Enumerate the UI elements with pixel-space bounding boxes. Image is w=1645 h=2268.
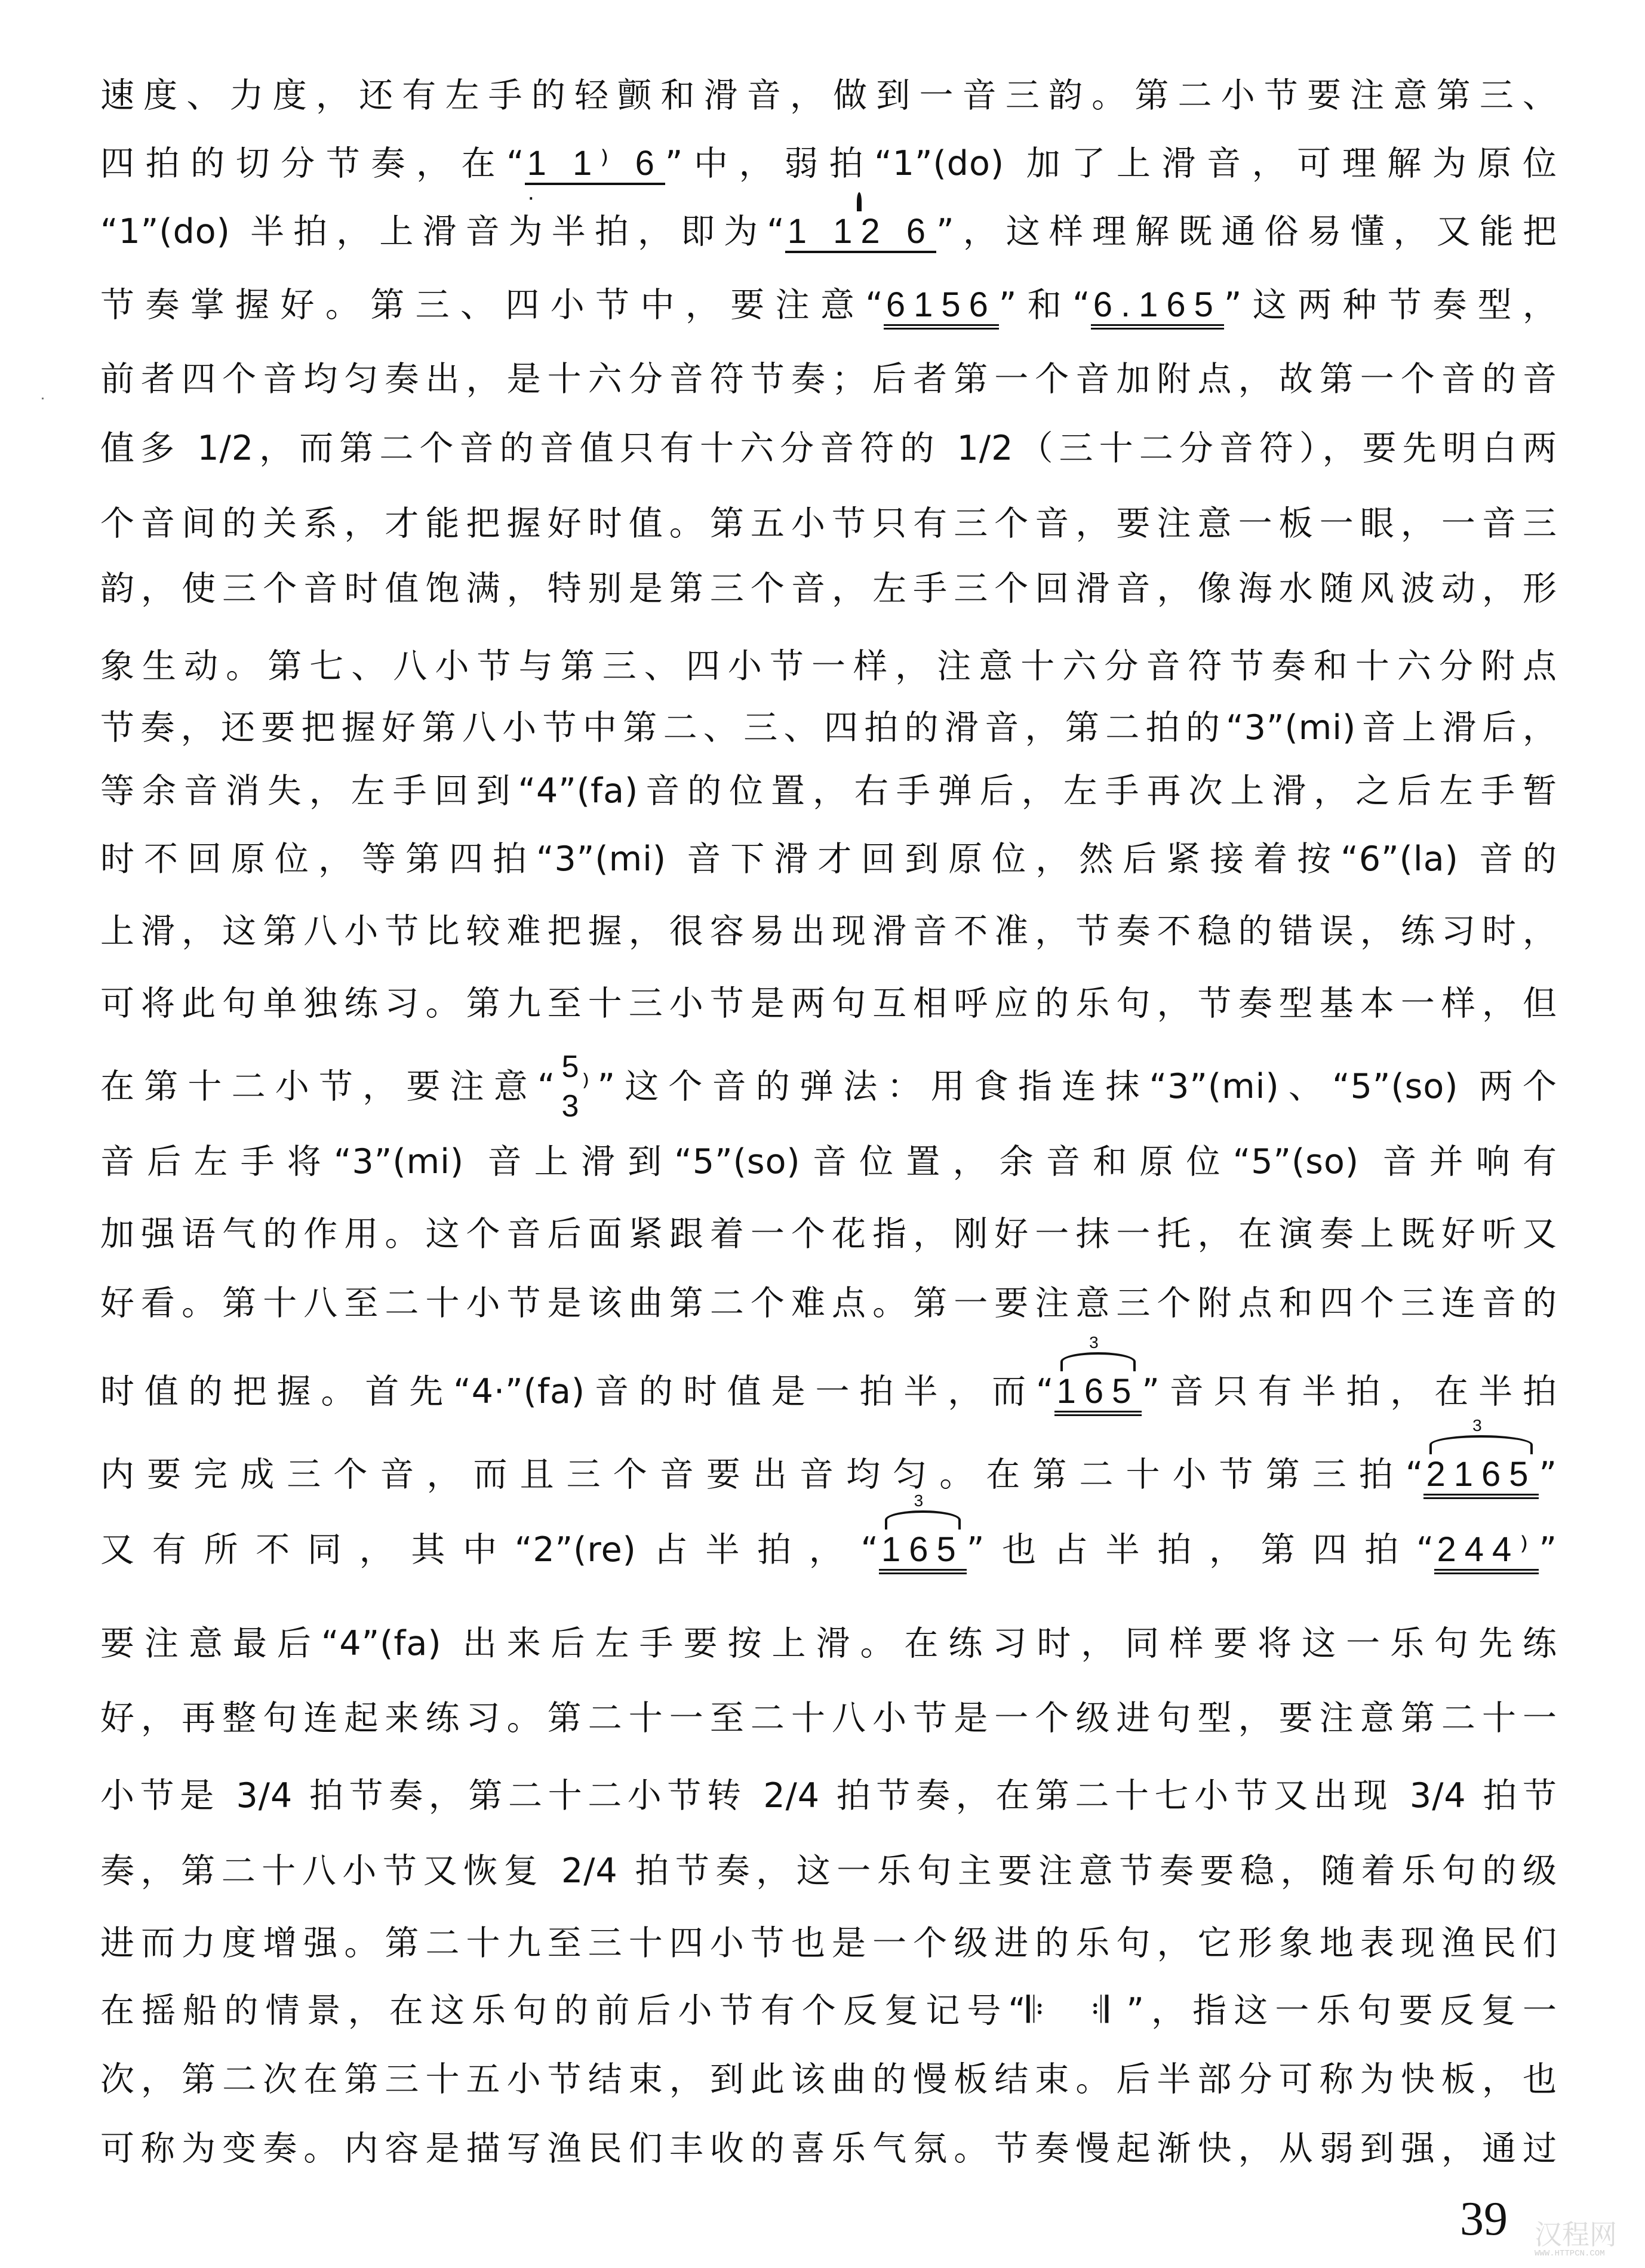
text-run: 要注意最后“4”(fa) 出来后左手要按上滑。在练习时，同样要将这一乐句先练 [100,1624,1557,1663]
text-run: ”，指这一乐句要反复一 [1126,1991,1558,2030]
text-run: 在摇船的情景，在这乐句的前后小节有个反复记号“ [100,1991,1026,2030]
text-run: 次，第二次在第三十五小节结束，到此该曲的慢板结束。后半部分可称为快板，也 [100,2060,1557,2099]
text-line [100,565,1557,613]
stacked-notes [556,1050,598,1124]
text-run: ”这两种节奏型， [1223,285,1558,325]
jianpu-digits: 6156 [885,285,997,324]
text-run: 韵，使三个音时值饱满，特别是第三个音，左手三个回滑音，像海水随风波动，形 [100,569,1557,608]
text-run: 个音间的关系，才能把握好时值。第五小节只有三个音，要注意一板一眼，一音三 [100,504,1557,543]
text-run: 节奏，还要把握好第八小节中第二、三、四拍的滑音，第二拍的“3”(mi)音上滑后， [100,708,1557,747]
watermark-url: WWW.HTTPCN.COM [1535,2249,1605,2258]
text-line [100,1210,1557,1258]
text-run: ”中，弱拍“1”(do) 加了上滑音，可理解为原位 [665,144,1557,183]
slide-mark-icon: ⁾ [582,1069,591,1104]
text-line [100,72,1557,119]
jianpu-notation [1054,1333,1142,1416]
text-line [100,1279,1557,1327]
text-run: 前者四个音均匀奏出，是十六分音符节奏；后者第一个音加附点，故第一个音的音 [100,359,1557,399]
jianpu-notation [1091,287,1224,330]
text-line [100,907,1557,955]
jianpu-notation [1434,1532,1539,1574]
watermark-logo-text: 汉程网 [1535,2218,1617,2251]
jianpu-digits: 165 [1056,1372,1140,1411]
text-run: 等余音消失，左手回到“4”(fa)音的位置，右手弹后，左手再次上滑，之后左手暂 [100,771,1557,811]
text-line [100,1333,1557,1415]
text-run: 四拍的切分节奏，在“ [100,144,525,183]
text-run: ”和“ [998,285,1091,325]
text-run: 可将此句单独练习。第九至十三小节是两句互相呼应的乐句，节奏型基本一样，但 [100,984,1557,1023]
jianpu-notation [525,146,665,185]
text-line [100,208,1557,256]
text-run: 内要完成三个音，而且三个音要出音均匀。在第二十小节第三拍“ [100,1455,1424,1494]
text-run: 加强语气的作用。这个音后面紧跟着一个花指，刚好一抹一托，在演奏上既好听又 [100,1214,1557,1254]
jianpu-notation [884,287,999,330]
triplet-arc-icon [885,1510,961,1530]
text-run: ”，这样理解既通俗易懂，又能把 [936,212,1557,251]
slide-arc-icon [857,192,862,211]
text-run: 好，再整句连起来练习。第二十一至二十八小节是一个级进句型，要注意第二十一 [100,1698,1557,1738]
triplet-number: 3 [1089,1333,1107,1352]
text-run: 值多 1/2，而第二个音的音值只有十六分音符的 1/2（三十二分音符），要先明白两 [100,429,1557,468]
text-line [100,1620,1557,1667]
text-run: ” [1539,1455,1557,1494]
text-run: 时值的把握。首先“4·”(fa)音的时值是一拍半，而“ [100,1372,1054,1411]
triplet-arc-icon [1429,1435,1533,1454]
page-number: 39 [1460,2193,1508,2245]
jianpu-notation [1423,1416,1539,1499]
jianpu-notation [785,214,936,253]
triplet-number: 3 [914,1491,932,1510]
text-line [100,500,1557,547]
text-run: ” [1539,1530,1557,1570]
text-line [100,1491,1557,1574]
text-line [100,2055,1557,2103]
text-line [100,1772,1557,1820]
repeat-sign-icon: 𝄆 𝄇 [1026,1989,1127,2031]
text-run: 上滑，这第八小节比较难把握，很容易出现滑音不准，节奏不稳的错误，练习时， [100,912,1557,951]
text-run: 好看。第十八至二十小节是该曲第二个难点。第一要注意三个附点和四个三连音的 [100,1284,1557,1323]
upper-note: 5 [561,1050,580,1085]
text-run: 在第十二小节，要注意“ [100,1067,556,1106]
text-line [100,1416,1557,1498]
triplet-number: 3 [1472,1416,1490,1435]
watermark [1535,2218,1617,2259]
text-line [100,767,1557,815]
text-line [100,704,1557,752]
lower-note: 3 [561,1089,580,1124]
text-line [100,835,1557,883]
text-line [100,1986,1557,2034]
text-run: 象生动。第七、八小节与第三、四小节一样，注意十六分音符节奏和十六分附点 [100,647,1557,686]
jianpu-digits: 1 1⁾ 6 [527,144,663,183]
jianpu-digits: 1 12 6 [787,212,934,251]
text-line [100,1138,1557,1186]
text-line [100,424,1557,472]
jianpu-notation [879,1491,967,1574]
text-line [100,1919,1557,1967]
text-run: 可称为变奏。内容是描写渔民们丰收的喜乐气氛。节奏慢起渐快，从弱到强，通过 [100,2129,1557,2168]
text-line [100,1694,1557,1742]
text-run: 音后左手将“3”(mi) 音上滑到“5”(so)音位置，余音和原位“5”(so) 音并响有 [100,1142,1557,1181]
text-run: 节奏掌握好。第三、四小节中，要注意“ [100,285,884,325]
text-line [100,1050,1558,1124]
text-run: ”这个音的弹法：用食指连抹“3”(mi)、“5”(so) 两个 [597,1067,1558,1106]
text-run: “1”(do) 半拍，上滑音为半拍，即为“ [100,212,785,251]
text-run: 时不回原位，等第四拍“3”(mi) 音下滑才回到原位，然后紧接着按“6”(la) 音的 [100,839,1557,879]
text-run: 又有所不同，其中“2”(re)占半拍，“ [100,1530,880,1570]
text-line [100,281,1557,329]
jianpu-digits: 6.165 [1093,285,1222,324]
jianpu-digits: 244⁾ [1437,1530,1537,1569]
triplet-arc-icon [1060,1352,1136,1371]
scan-speck [42,398,44,399]
text-run: 进而力度增强。第二十九至三十四小节也是一个级进的乐句，它形象地表现渔民们 [100,1924,1557,1963]
text-run: ”音只有半拍，在半拍 [1142,1372,1557,1411]
text-line [100,1847,1557,1895]
text-run: 速度、力度，还有左手的轻颤和滑音，做到一音三韵。第二小节要注意第三、 [100,76,1557,115]
text-line [100,140,1557,187]
text-line [100,642,1557,690]
text-line [100,2125,1557,2172]
text-line [100,980,1557,1027]
jianpu-digits: 2165 [1426,1455,1537,1494]
text-run: 小节是 3/4 拍节奏，第二十二小节转 2/4 拍节奏，在第二十七小节又出现 3/4 拍节 [100,1776,1557,1815]
jianpu-digits: 165 [881,1530,964,1569]
text-run: 奏，第二十八小节又恢复 2/4 拍节奏，这一乐句主要注意节奏要稳，随着乐句的级 [100,1851,1557,1891]
text-run: ”也占半拍，第四拍“ [966,1530,1435,1570]
text-line [100,355,1557,403]
